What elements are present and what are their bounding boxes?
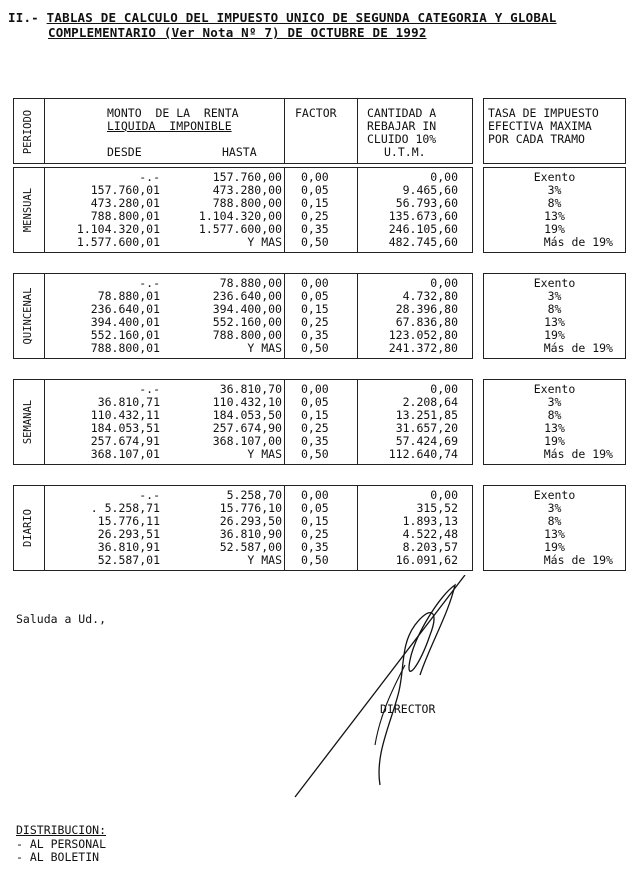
cell-factor: 0,35 <box>301 222 329 236</box>
tasa-row <box>484 448 625 461</box>
cell-cantidad: 31.657,20 <box>395 421 458 435</box>
table-block-mensual <box>13 167 473 253</box>
cell-hasta: 15.776,10 <box>219 501 282 515</box>
cell-hasta: 552.160,00 <box>212 315 282 329</box>
cell-desde: 394.400,01 <box>90 315 160 329</box>
cell-desde: 1.577.600,01 <box>76 235 160 249</box>
table-block-quincenal <box>13 273 473 359</box>
periodo-label: MENSUAL <box>22 187 34 233</box>
title-line-2: COMPLEMENTARIO (Ver Nota Nº 7) DE OCTUBRE DE 1992 <box>48 25 427 40</box>
cell-factor: 0,05 <box>301 183 329 197</box>
cell-desde: 184.053,51 <box>90 421 160 435</box>
cell-factor: 0,25 <box>301 315 329 329</box>
cell-tasa: 8% <box>547 408 562 422</box>
cell-cantidad: 13.251,85 <box>395 408 458 422</box>
cell-factor: 0,15 <box>301 302 329 316</box>
cell-hasta: 26.293,50 <box>219 514 282 528</box>
cell-hasta: 110.432,10 <box>212 395 282 409</box>
cell-tasa: 13% <box>544 527 565 541</box>
header-cantidad-line2: REBAJAR IN <box>367 119 437 133</box>
cell-desde: 36.810,91 <box>97 540 160 554</box>
cell-hasta: 368.107,00 <box>212 434 282 448</box>
periodo-label: DIARIO <box>22 509 34 547</box>
header-periodo: PERIODO <box>22 109 34 155</box>
tasa-block-mensual <box>483 167 626 253</box>
cell-cantidad: 57.424,69 <box>395 434 458 448</box>
cell-hasta: 788.800,00 <box>212 328 282 342</box>
cell-hasta: 184.053,50 <box>212 408 282 422</box>
cell-factor: 0,00 <box>301 170 329 184</box>
header-factor: FACTOR <box>295 106 337 120</box>
cell-tasa: Exento <box>533 170 576 184</box>
cell-cantidad: 0,00 <box>430 382 458 396</box>
cell-cantidad: 0,00 <box>430 170 458 184</box>
cell-desde: 110.432,11 <box>90 408 160 422</box>
cell-desde: -.- <box>139 170 160 184</box>
header-periodo-cell <box>14 102 40 162</box>
cell-hasta: 1.577.600,00 <box>198 222 282 236</box>
tasa-row <box>484 236 625 249</box>
cell-desde: 52.587,01 <box>97 553 160 567</box>
header-cantidad-line4: U.T.M. <box>384 145 426 159</box>
cell-tasa: 3% <box>547 395 562 409</box>
cell-desde: 36.810,71 <box>97 395 160 409</box>
cell-factor: 0,15 <box>301 408 329 422</box>
cell-tasa: 19% <box>544 222 565 236</box>
cell-factor: 0,50 <box>301 235 329 249</box>
cell-tasa: 3% <box>547 183 562 197</box>
cell-desde: 788.800,01 <box>90 341 160 355</box>
distribucion-item: - AL PERSONAL <box>16 837 107 851</box>
cell-factor: 0,00 <box>301 276 329 290</box>
cell-hasta: 78.880,00 <box>219 276 282 290</box>
cell-cantidad: 67.836,80 <box>395 315 458 329</box>
cell-hasta: Y MAS <box>247 447 282 461</box>
cell-hasta: 394.400,00 <box>212 302 282 316</box>
cell-cantidad: 123.052,80 <box>388 328 458 342</box>
cell-desde: 15.776,11 <box>97 514 160 528</box>
cell-cantidad: 2.208,64 <box>402 395 458 409</box>
table-row <box>14 554 472 567</box>
document-title <box>8 10 557 40</box>
table-block-semanal <box>13 379 473 465</box>
cell-desde: 157.760,01 <box>90 183 160 197</box>
cell-cantidad: 315,52 <box>416 501 458 515</box>
cell-cantidad: 0,00 <box>430 276 458 290</box>
cell-tasa: 19% <box>544 328 565 342</box>
cell-tasa: Exento <box>533 276 576 290</box>
tasa-block-quincenal <box>483 273 626 359</box>
cell-cantidad: 16.091,62 <box>395 553 458 567</box>
cell-hasta: 36.810,90 <box>219 527 282 541</box>
cell-factor: 0,25 <box>301 527 329 541</box>
header-monto-line1: MONTO DE LA RENTA <box>107 106 239 120</box>
cell-cantidad: 4.732,80 <box>402 289 458 303</box>
header-hasta: HASTA <box>222 145 257 159</box>
cell-cantidad: 1.893,13 <box>402 514 458 528</box>
cell-tasa: 8% <box>547 196 562 210</box>
cell-cantidad: 482.745,60 <box>388 235 458 249</box>
cell-hasta: 257.674,90 <box>212 421 282 435</box>
cell-tasa: Más de 19% <box>543 447 613 461</box>
header-cantidad-line1: CANTIDAD A <box>367 106 437 120</box>
table-row <box>14 448 472 461</box>
cell-hasta: 1.104.320,00 <box>198 209 282 223</box>
header-cantidad-line3: CLUIDO 10% <box>367 132 437 146</box>
cell-cantidad: 56.793,60 <box>395 196 458 210</box>
cell-cantidad: 4.522,48 <box>402 527 458 541</box>
cell-tasa: 3% <box>547 501 562 515</box>
title-line-1: TABLAS DE CALCULO DEL IMPUESTO UNICO DE SEGUNDA CATEGORIA Y GLOBAL <box>46 10 557 25</box>
closing-greeting: Saluda a Ud., <box>16 612 107 626</box>
cell-desde: -.- <box>139 382 160 396</box>
cell-factor: 0,15 <box>301 514 329 528</box>
cell-tasa: Exento <box>533 488 576 502</box>
cell-factor: 0,05 <box>301 289 329 303</box>
table-row <box>14 342 472 355</box>
header-tasa-line2: EFECTIVA MAXIMA <box>488 119 592 133</box>
cell-desde: 473.280,01 <box>90 196 160 210</box>
cell-tasa: 13% <box>544 421 565 435</box>
cell-tasa: 13% <box>544 209 565 223</box>
distribucion-heading: DISTRIBUCION: <box>16 823 107 837</box>
cell-cantidad: 135.673,60 <box>388 209 458 223</box>
cell-cantidad: 241.372,80 <box>388 341 458 355</box>
cell-hasta: 157.760,00 <box>212 170 282 184</box>
header-tasa-line3: POR CADA TRAMO <box>488 132 585 146</box>
cell-desde: 788.800,01 <box>90 209 160 223</box>
title-prefix: II.- <box>8 10 39 25</box>
table-block-diario <box>13 485 473 571</box>
cell-cantidad: 28.396,80 <box>395 302 458 316</box>
cell-factor: 0,25 <box>301 209 329 223</box>
cell-tasa: Exento <box>533 382 576 396</box>
cell-factor: 0,35 <box>301 540 329 554</box>
cell-tasa: Más de 19% <box>543 553 613 567</box>
cell-factor: 0,35 <box>301 328 329 342</box>
cell-desde: 1.104.320,01 <box>76 222 160 236</box>
cell-hasta: Y MAS <box>247 341 282 355</box>
cell-desde: . 5.258,71 <box>90 501 160 515</box>
cell-tasa: Más de 19% <box>543 235 613 249</box>
cell-hasta: 52.587,00 <box>219 540 282 554</box>
cell-desde: 552.160,01 <box>90 328 160 342</box>
header-tasa-line1: TASA DE IMPUESTO <box>488 106 599 120</box>
header-monto-line2: LIQUIDA IMPONIBLE <box>107 119 232 133</box>
periodo-label: QUINCENAL <box>22 287 34 345</box>
cell-desde: 257.674,91 <box>90 434 160 448</box>
cell-hasta: 473.280,00 <box>212 183 282 197</box>
periodo-label: SEMANAL <box>22 399 34 445</box>
cell-desde: 26.293,51 <box>97 527 160 541</box>
cell-hasta: 788.800,00 <box>212 196 282 210</box>
cell-factor: 0,50 <box>301 447 329 461</box>
cell-hasta: 236.640,00 <box>212 289 282 303</box>
director-label: DIRECTOR <box>380 702 436 716</box>
cell-cantidad: 246.105,60 <box>388 222 458 236</box>
cell-desde: 78.880,01 <box>97 289 160 303</box>
cell-desde: 368.107,01 <box>90 447 160 461</box>
cell-hasta: Y MAS <box>247 553 282 567</box>
cell-tasa: 19% <box>544 540 565 554</box>
cell-tasa: 3% <box>547 289 562 303</box>
cell-factor: 0,00 <box>301 382 329 396</box>
cell-cantidad: 8.203,57 <box>402 540 458 554</box>
tasa-row <box>484 342 625 355</box>
table-header <box>13 98 473 164</box>
cell-hasta: 5.258,70 <box>226 488 282 502</box>
cell-tasa: 19% <box>544 434 565 448</box>
cell-factor: 0,50 <box>301 553 329 567</box>
cell-desde: -.- <box>139 488 160 502</box>
tasa-row <box>484 554 625 567</box>
header-desde: DESDE <box>107 145 142 159</box>
cell-desde: -.- <box>139 276 160 290</box>
cell-tasa: 13% <box>544 315 565 329</box>
cell-desde: 236.640,01 <box>90 302 160 316</box>
cell-hasta: Y MAS <box>247 235 282 249</box>
table-row <box>14 236 472 249</box>
cell-factor: 0,50 <box>301 341 329 355</box>
cell-tasa: Más de 19% <box>543 341 613 355</box>
cell-factor: 0,05 <box>301 395 329 409</box>
cell-cantidad: 112.640,74 <box>388 447 458 461</box>
signature <box>280 575 480 805</box>
cell-factor: 0,35 <box>301 434 329 448</box>
cell-cantidad: 9.465,60 <box>402 183 458 197</box>
distribucion-item: - AL BOLETIN <box>16 850 100 864</box>
cell-factor: 0,25 <box>301 421 329 435</box>
cell-cantidad: 0,00 <box>430 488 458 502</box>
cell-factor: 0,05 <box>301 501 329 515</box>
cell-factor: 0,15 <box>301 196 329 210</box>
table-header-tasa <box>483 98 626 164</box>
cell-tasa: 8% <box>547 514 562 528</box>
tasa-block-semanal <box>483 379 626 465</box>
cell-hasta: 36.810,70 <box>219 382 282 396</box>
cell-tasa: 8% <box>547 302 562 316</box>
cell-factor: 0,00 <box>301 488 329 502</box>
tasa-block-diario <box>483 485 626 571</box>
